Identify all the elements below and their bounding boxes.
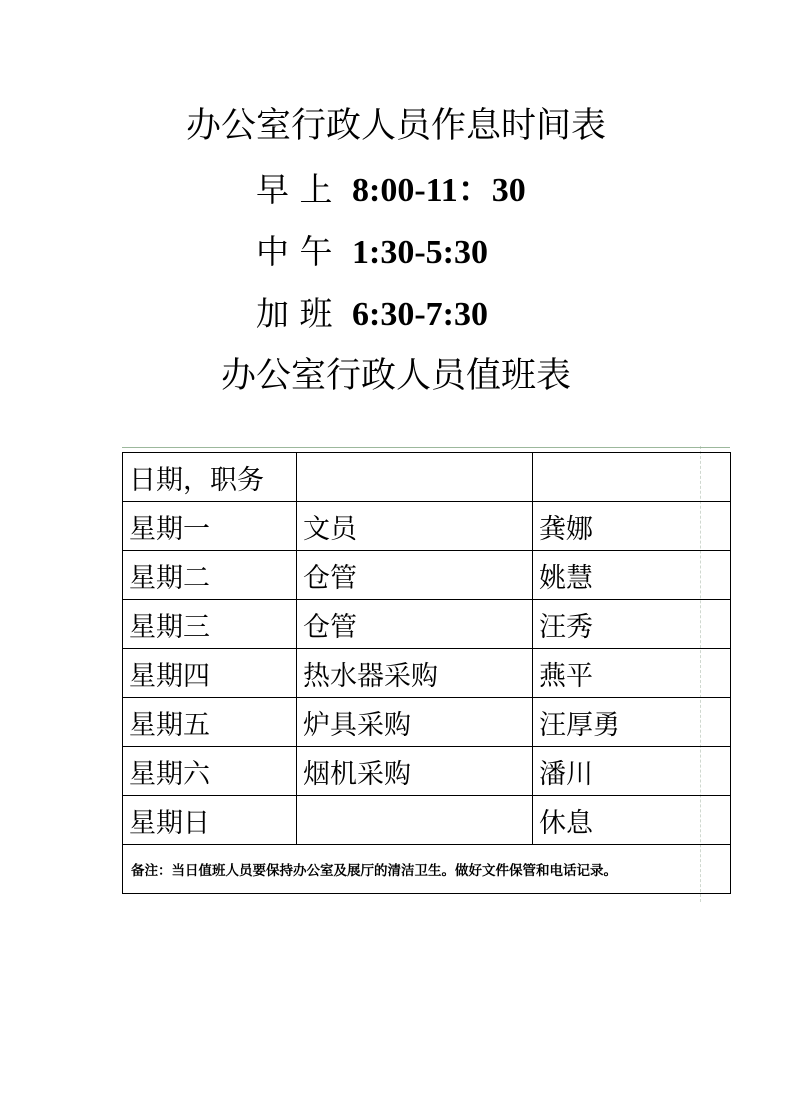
table-cell-day: 星期五 bbox=[123, 698, 297, 747]
table-row bbox=[123, 551, 731, 600]
schedule-line-overtime bbox=[256, 292, 488, 337]
duty-title: 办公室行政人员值班表 bbox=[220, 356, 571, 396]
table-cell-duty: 炉具采购 bbox=[297, 698, 533, 747]
table-row bbox=[123, 649, 731, 698]
table-top-edge bbox=[122, 447, 730, 448]
table-cell-person: 姚慧 bbox=[533, 551, 731, 600]
schedule-label: 加 班 bbox=[256, 294, 333, 333]
schedule-time: 8:00-11：30 bbox=[352, 172, 526, 209]
schedule-time: 6:30-7:30 bbox=[352, 296, 488, 333]
table-header-row bbox=[123, 453, 731, 502]
table-cell-person: 龚娜 bbox=[533, 502, 731, 551]
table-row bbox=[123, 747, 731, 796]
duty-table bbox=[122, 452, 731, 894]
table-cell-duty bbox=[297, 796, 533, 845]
table-cell-day: 星期日 bbox=[123, 796, 297, 845]
table-cell-day: 星期三 bbox=[123, 600, 297, 649]
table-cell: 日期，职务 bbox=[123, 453, 297, 502]
table-cell-day: 星期二 bbox=[123, 551, 297, 600]
schedule-label: 早 上 bbox=[256, 170, 333, 209]
table-cell-duty: 烟机采购 bbox=[297, 747, 533, 796]
table-cell-person: 汪厚勇 bbox=[533, 698, 731, 747]
schedule-title: 办公室行政人员作息时间表 bbox=[185, 106, 606, 146]
table-cell-duty: 文员 bbox=[297, 502, 533, 551]
table-cell bbox=[297, 453, 533, 502]
schedule-line-morning bbox=[256, 168, 526, 213]
duty-table-container bbox=[122, 452, 730, 894]
table-cell-person: 燕平 bbox=[533, 649, 731, 698]
table-cell-day: 星期六 bbox=[123, 747, 297, 796]
schedule-line-noon bbox=[256, 230, 488, 275]
table-row bbox=[123, 502, 731, 551]
table-cell-person: 汪秀 bbox=[533, 600, 731, 649]
table-cell-day: 星期四 bbox=[123, 649, 297, 698]
table-cell-person: 潘川 bbox=[533, 747, 731, 796]
table-cell-day: 星期一 bbox=[123, 502, 297, 551]
table-row bbox=[123, 698, 731, 747]
table-row bbox=[123, 600, 731, 649]
table-row bbox=[123, 796, 731, 845]
schedule-time: 1:30-5:30 bbox=[352, 234, 488, 271]
table-cell-person: 休息 bbox=[533, 796, 731, 845]
table-note: 备注：当日值班人员要保持办公室及展厅的清洁卫生。做好文件保管和电话记录。 bbox=[123, 845, 731, 894]
table-cell-duty: 仓管 bbox=[297, 600, 533, 649]
table-cell-duty: 热水器采购 bbox=[297, 649, 533, 698]
schedule-label: 中 午 bbox=[256, 232, 333, 271]
table-cell bbox=[533, 453, 731, 502]
table-cell-duty: 仓管 bbox=[297, 551, 533, 600]
table-note-row bbox=[123, 845, 731, 894]
